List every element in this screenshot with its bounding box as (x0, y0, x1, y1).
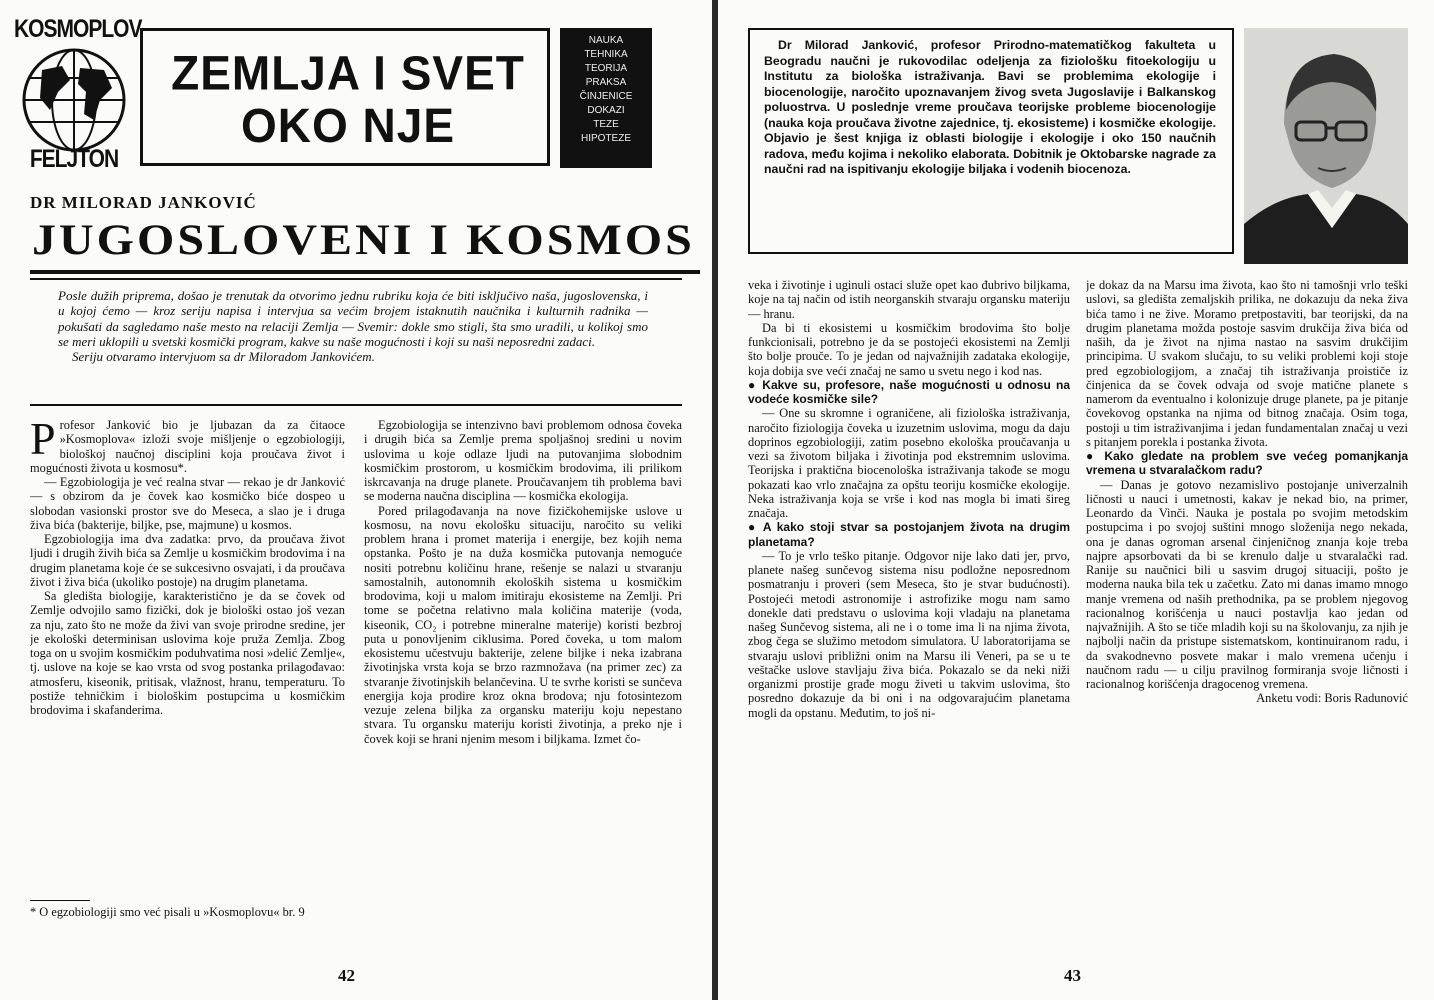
paragraph: Sa gledišta biologije, karakteristično je da se čovek od Zemlje odvojilo samo fizički, dok je biološki ostao još vezan za nju, zato što ne može da živi van svoje prirodne sredine, jer je ekološki determinisan uslovima koje pruža Zemlja. Zbog toga on u svojim kosmičkim poduhvatima nosi »delić Zemlje«, tj. uslove na koje se kao vrsta od svog postanka prilagođavao: atmosferu, kiseonik, pritisak, vlažnost, hranu, temperaturu. To postiže tehničkim i biološkim postupcima u kosmičkim brodovima i skafanderima. (30, 589, 345, 717)
right-page (718, 0, 1434, 1000)
section-title: ZEMLJA I SVET OKO NJE (171, 45, 525, 153)
intro-box (30, 278, 682, 406)
paragraph: — One su skromne i ograničene, ali fiziološka istraživanja, naročito fiziologija čoveka u izuzetnim uslovima, mogu da daju doprinos egzobiologiji, zatim posebno ekološka proučavanja u vezi sa životom biljaka i životinja pod ekstremnim uslovima. Teorijska i praktična biocenološka istraživanja takođe se mogu pokazati kao vrlo značajna za opštu teoriju kosmičke ekologije. Neka istraživanja koja se vrše i kod nas mogla bi imati šireg značaja. (748, 406, 1070, 520)
keyword: TEORIJA (584, 63, 628, 74)
keywords-box (560, 28, 652, 168)
keyword: ČINJENICE (579, 91, 633, 102)
left-page (0, 0, 712, 1000)
paragraph: — To je vrlo teško pitanje. Odgovor nije lako dati jer, prvo, planete našeg sunčevog sistema nisu podložne neposrednom posmatranju i proveri (sem Meseca, što je stvar budućnosti). Postojeći metodi astronomije i astrofizike mogu nam samo donekle dati predstavu o uslovima koji vladaju na planetama našeg Sunčevog sistema, ali ne i o tome ima li na njima života, zbog čega se služimo metodom simulatora. U laboratorijama se stvaraju uslovi približni onim na Marsu ili Veneri, pa se u te veštačke uslove stavljaju živa bića. Pokazalo se da neki niži organizmi prostije građe mogu živeti u takvim uslovima, što posredno dokazuje da bi oni i na odgovarajućim planetama mogli da opstanu. Međutim, to još ni- (748, 548, 1070, 720)
keyword: DOKAZI (587, 105, 625, 116)
paragraph: rofesor Janković bio je ljubazan da za čitaoce »Kosmoplova« izloži svoje mišljenje o egzobiologiji, biološkoj naučnoj disciplini koja proučava život i mogućnosti života u kosmosu*. (30, 418, 345, 475)
interview-question: ● A kako stoji stvar sa postojanjem života na drugim planetama? (748, 520, 1070, 549)
keyword: HIPOTEZE (580, 133, 631, 144)
paragraph: Da bi ti ekosistemi u kosmičkim brodovima što bolje funkcionisali, potrebno je da se postojeći ekosistemi na Zemlji što bolje prouče. To je jedan od najvažnijih zadataka ekologije, koja dobija sve veći značaj ne samo u svetu nego i kod nas. (748, 320, 1070, 378)
interview-question: ● Kako gledate na problem sve većeg pomanjkanja vremena u stvaralačkom radu? (1086, 449, 1408, 478)
footnote-rule (30, 900, 90, 901)
footnote: * O egzobiologiji smo već pisali u »Kosmoplovu« br. 9 (30, 905, 305, 919)
article-title: JUGOSLOVENI I KOSMOS (32, 216, 695, 264)
author-bio: Dr Milorad Janković, profesor Prirodno-matematičkog fakulteta u Beogradu naučni je rukovodilac odeljenja za fiziološku fitoekologiju u Institutu za biološka istraživanja. Bavi se problemima ekologije i biocenologije, naročito upoznavanjem živog sveta Jugoslavije i Balkanskog poluostrva. U poslednje vreme proučava teorijske probleme biocenologije (nauka koja proučava životne zajednice, tj. ekosisteme) i kosmičke ekologije. Objavio je šest knjiga iz oblasti biologije i ekologije i oko 150 naučnih radova, među kojima i nekoliko elaborata. Dobitnik je Oktobarske nagrade za naučni rad na ispitivanju ekologije biljaka i vodenih biocenoza. (764, 38, 1216, 176)
drop-cap: P (30, 418, 56, 464)
globe-icon (14, 40, 134, 160)
keyword: PRAKSA (585, 77, 627, 88)
article-column-4 (1086, 278, 1408, 950)
page-number: 42 (338, 966, 355, 985)
keyword: TEZE (593, 119, 619, 130)
paragraph: Egzobiologija se intenzivno bavi problemom odnosa čoveka i drugih bića sa Zemlje prema spoljašnoj sredini u novim uslovima u koje odlaze ljudi na putovanjima slobodnim kosmičkim prostorom, u kosmičkim brodovima, ili prilikom iskrcavanja na druge planete. Proučavanjem tih problema bavi se moderna naučna disciplina — kosmička ekologija. (364, 418, 682, 504)
title-rule (30, 270, 700, 274)
author-bio-box (748, 28, 1234, 254)
kosmoplov-feljton-logo (14, 14, 142, 176)
paragraph: — Danas je gotovo nezamislivo postojanje univerzalnih ličnosti u nauci i umetnosti, kakav je nekad bio, na primer, Leonardo da Vinči. Nauka je postala po svojim metodskim postupcima i po svojoj suštini mnogo složenija nego nekada, ona je danas ogroman arsenal činjeničnog znanja koje treba najpre apsorbovati da bi se krenulo dalje u stvaralački rad. Ranije su naučnici bili u sasvim drugoj situaciji, pošto je moderna nauka bila tek u začetku. Zato mi danas imamo mnogo manje vremena od naših prethodnika, pa se problem njegovog racionalnog korišćenja u nauci postavlja kao jedan od najvažnijih. A što se tiče mladih koji su na školovanju, za njih je najbolji način da pristupe sistematskom, kontinuiranom radu, i da svakodnevno posvete makar i malo vremena učenju i naučnom radu — u cilju pravilnog formiranja svoje ličnosti i racionalnog korišćenja dragocenog vremena. (1086, 477, 1408, 691)
intro-paragraph: Posle dužih priprema, došao je trenutak da otvorimo jednu rubriku koja će biti isključivo naša, jugoslovenska, i u kojoj ćemo — kroz seriju napisa i intervjua sa većim brojem istaknutih naučnika i kulturnih radnika — pokušati da sagledamo naše mesto na relaciji Zemlja — Svemir: dokle smo stigli, šta smo uradili, u kolikoj smo se meri uklopili u svetski kosmički program, kakve su naše mogućnosti i koji su naši neposredni zadaci. (58, 288, 648, 349)
section-title-box (140, 28, 550, 166)
portrait-photo (1244, 28, 1408, 264)
paragraph: veka i životinje i uginuli ostaci služe opet kao đubrivo biljkama, koje na taj način od istih neorganskih stvaraju organsku materiju — hranu. (748, 278, 1070, 321)
article-column-1 (30, 418, 345, 896)
intro-text (58, 288, 648, 364)
keyword: NAUKA (588, 35, 624, 46)
paragraph: Egzobiologija ima dva zadatka: prvo, da proučava život ljudi i drugih živih bića sa Zemlje u kosmičkim brodovima i na drugim planetama koje će se sukcesivno osvajati, i da proučava život i živa bića (ukoliko postoje) na drugim planetama. (30, 532, 345, 589)
author-portrait (1244, 28, 1408, 264)
page-number: 43 (1064, 966, 1081, 985)
logo-bottom-text: FELJTON (29, 145, 119, 174)
paragraph: je dokaz da na Marsu ima života, kao što ni tamošnji vrlo teški uslovi, sa gledišta zemaljskih prilika, ne dokazuju da neka živa bića tamo i ne žive. Moramo pretpostaviti, bar teorijski, da na drugim planetama možda postoje sasvim drukčija živa bića od naših, da je život na njima nastao na sasvim drukčijim principima. U svakom slučaju, to su veliki problemi koji stoje pred egzobiologijom, a značaj tih istraživanja proističe iz činjenica da se čovek odvaja od svoje matične planete s namerom da eventualno i kolonizuje druge planete, pa je pitanje čovekovog opstanka na njima od bitnog značaja. Osim toga, postoji u tim istraživanjima i jedan fundamentalan značaj u vezi s pitanjem porekla i postanka života. (1086, 278, 1408, 449)
article-column-2 (364, 418, 682, 950)
intro-paragraph: Seriju otvaramo intervjuom sa dr Miloradom Jankovićem. (72, 349, 375, 365)
author-heading: DR MILORAD JANKOVIĆ (30, 193, 257, 212)
logo-top-text: KOSMOPLOV (14, 15, 142, 44)
article-column-3 (748, 278, 1070, 950)
interview-signature: Anketu vodi: Boris Radunović (1256, 691, 1408, 706)
paragraph: — Egzobiologija je već realna stvar — rekao je dr Janković — s obzirom da je čovek kao kosmičko biće dospeo u slobodan vasionski prostor sve do Meseca, a slao je i druga živa bića (bakterije, biljke, pse, majmune) u kosmos. (30, 475, 345, 532)
paragraph: Pored prilagođavanja na nove fizičkohemijske uslove u kosmosu, na novu ekološku situaciju, naročito su veliki problem hrana i promet materija i energije, bez kojih nema opstanka. Pošto je na duža kosmička putovanja nemoguće nositi potrebnu količinu hrane, rešenje se nalazi u stvaranju samostalnih, autonomnih ekoloških sistema u kosmičkim brodovima, koji u malom imitiraju ekosisteme na Zemlji. Pri tome se početna relativno mala količina materije (voda, kiseonik, CO₂ i potrebne mineralne materije) koristi bezbroj puta u ponovljenim ciklusima. Pored čoveka, u tom malom ekosistemu učestvuju bakterije, zelene biljke i neka izabrana životinjska vrsta koja se brzo razmnožava (na primer zec) za stvaranje životinjskih belančevina. U te svrhe koristi se sunčeva energija koja prodire kroz okna brodova; nju fotosintezom vezuje zelena biljka za organsku materiju koju nepestano stvara. Tu organsku materiju koristi životinja, a preko nje i čovek koji se hrani njenim mesom i biljkama. Izmet čo- (364, 503, 682, 746)
interview-question: ● Kakve su, profesore, naše mogućnosti u odnosu na vodeće kosmičke sile? (748, 377, 1070, 406)
keyword: TEHNIKA (584, 49, 628, 60)
